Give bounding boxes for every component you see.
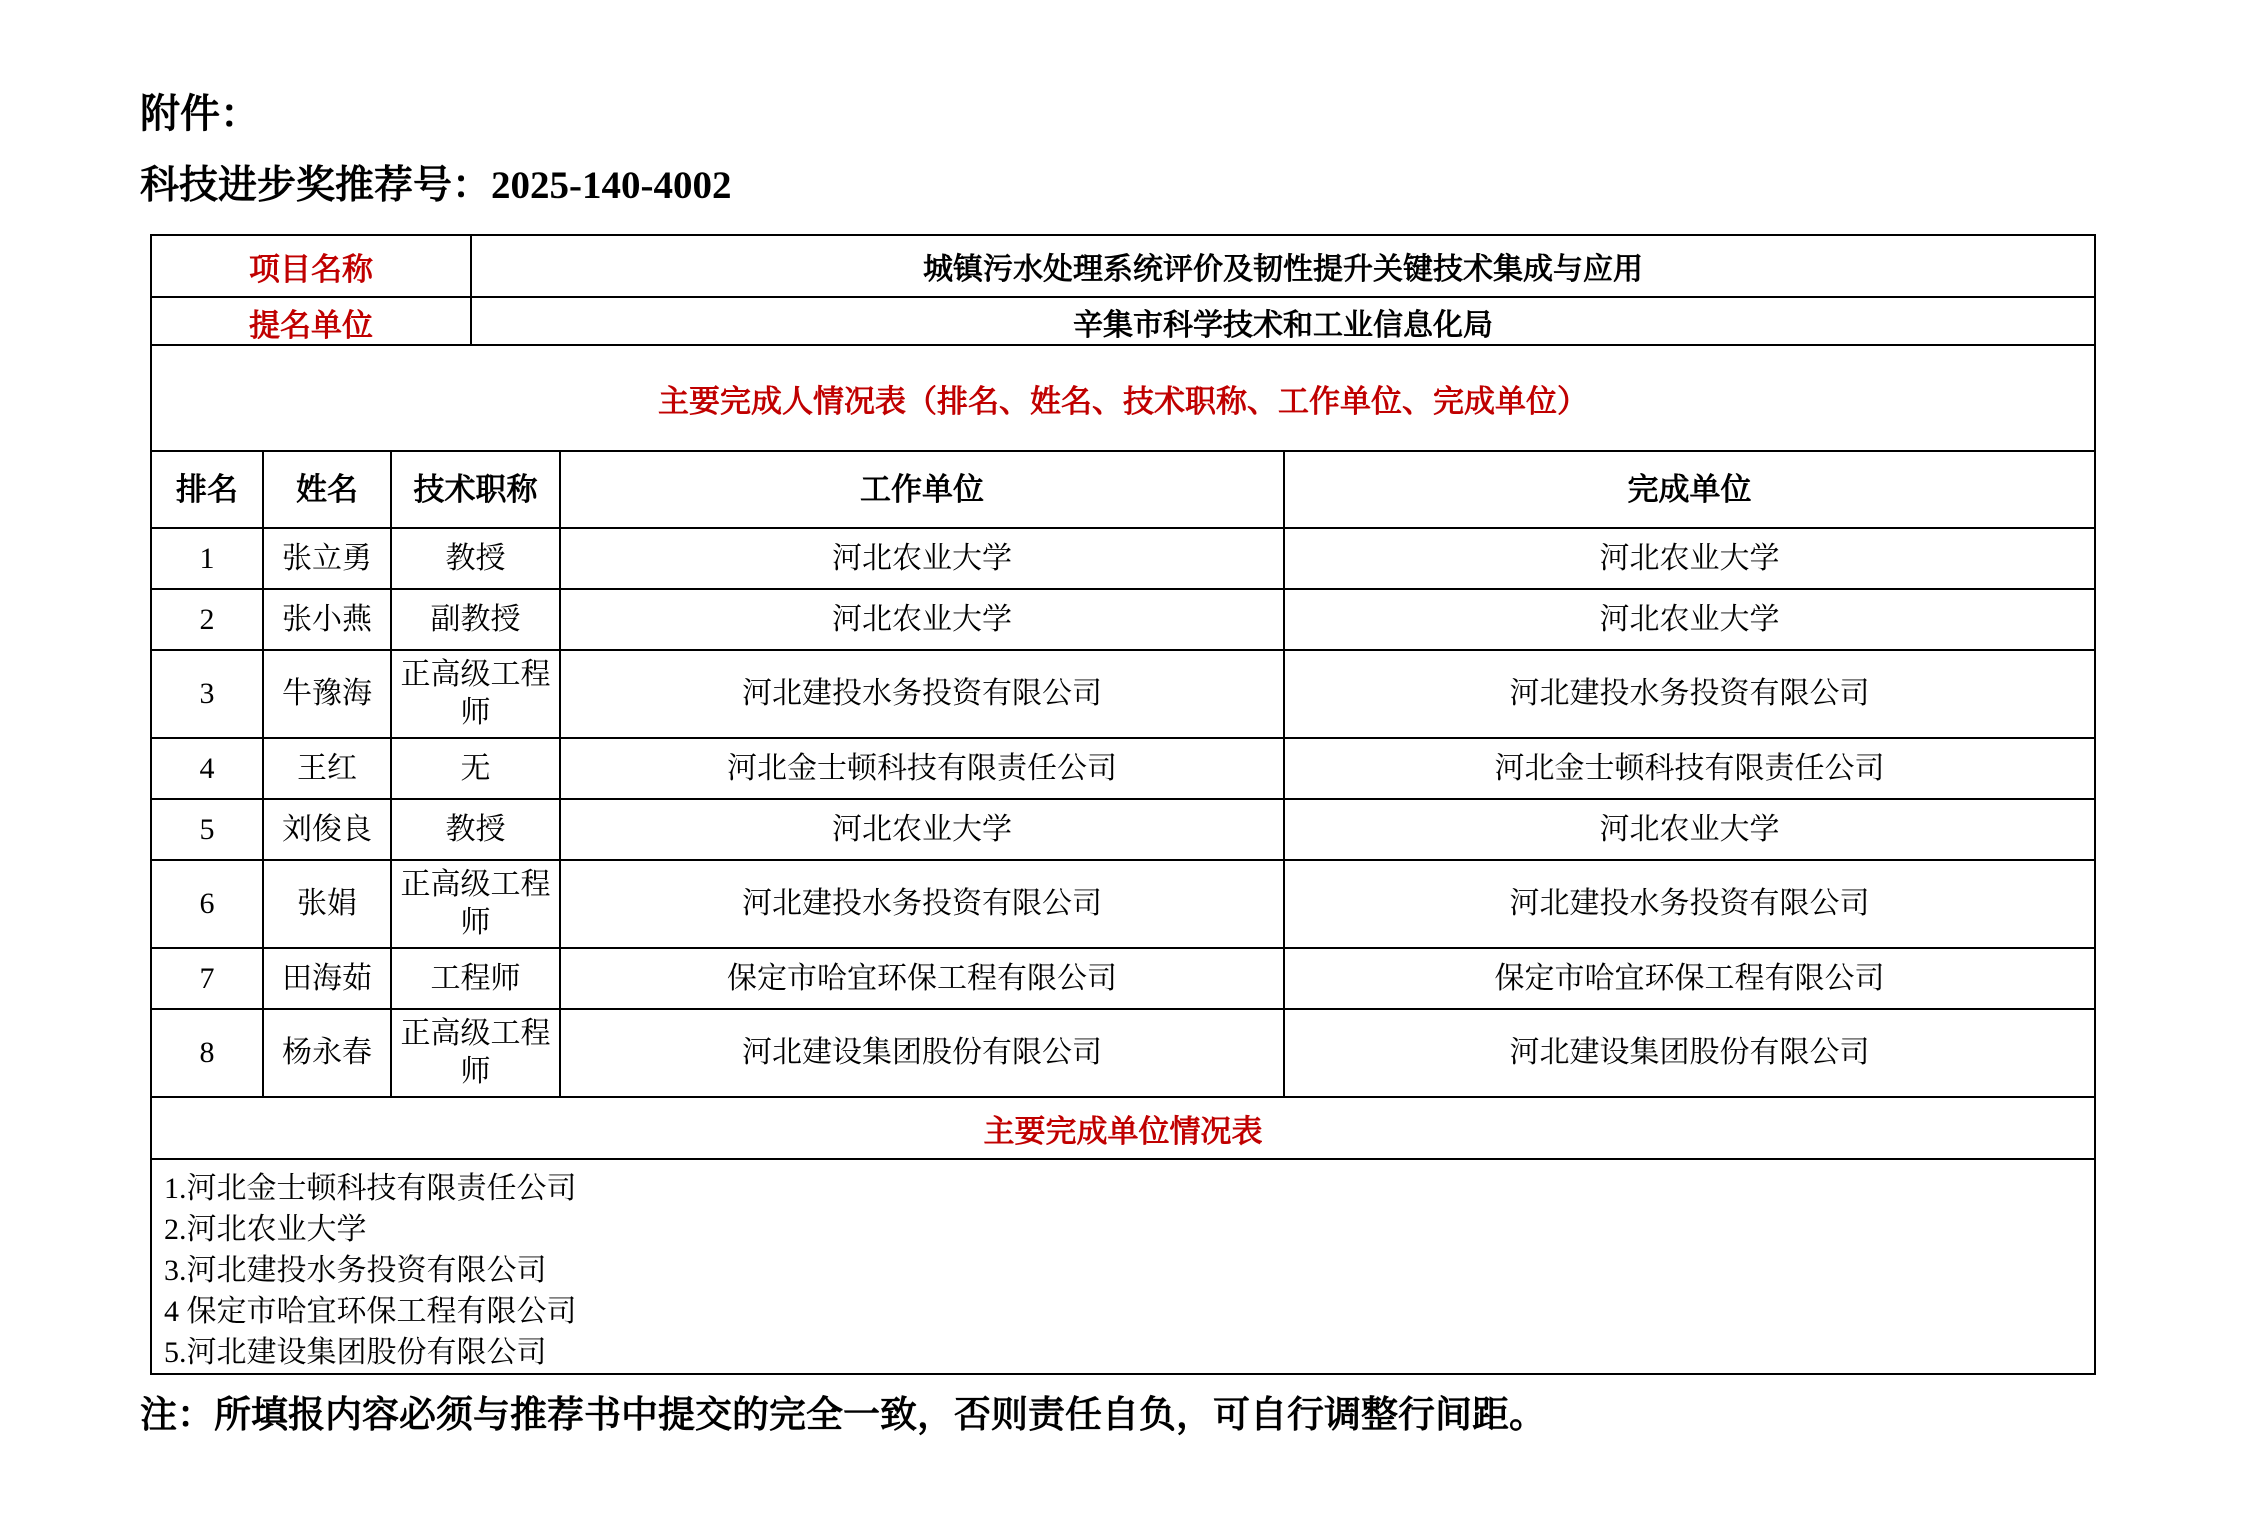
cell-technical-title: 工程师: [392, 949, 561, 1008]
cell-work-unit: 河北农业大学: [561, 800, 1285, 859]
award-number-label: 科技进步奖推荐号：: [140, 164, 492, 207]
award-number-value: 2025-140-4002: [491, 164, 732, 207]
table-row: [152, 651, 2094, 739]
cell-completion-unit: 河北农业大学: [1599, 541, 1780, 575]
cell-name: 牛豫海: [264, 651, 392, 737]
cell-work-unit: 河北建设集团股份有限公司: [561, 1010, 1285, 1096]
cell-rank: 1: [152, 529, 264, 588]
header-rank: 排名: [152, 452, 264, 527]
nominating-unit-row: [152, 298, 2094, 346]
completers-section-title: 主要完成人情况表（排名、姓名、技术职称、工作单位、完成单位）: [152, 346, 2094, 452]
table-row: [152, 949, 2094, 1010]
cell-work-unit: 河北建投水务投资有限公司: [561, 651, 1285, 737]
cell-name: 田海茹: [264, 949, 392, 1008]
cell-name: 张小燕: [264, 590, 392, 649]
table-row: [152, 590, 2094, 651]
attachment-label: 附件：: [140, 91, 260, 136]
recommendation-table: [150, 234, 2096, 1375]
cell-rank: 3: [152, 651, 264, 737]
cell-work-unit: 河北金士顿科技有限责任公司: [561, 739, 1285, 798]
cell-technical-title: 正高级工程师: [392, 861, 561, 947]
cell-completion-unit: 河北建投水务投资有限公司: [1509, 887, 1870, 920]
cell-rank: 7: [152, 949, 264, 1008]
table-row: [152, 529, 2094, 590]
cell-work-unit: 河北农业大学: [561, 590, 1285, 649]
cell-name: 杨永春: [264, 1010, 392, 1096]
units-section-title: 主要完成单位情况表: [152, 1098, 2094, 1160]
table-row: [152, 1010, 2094, 1098]
cell-name: 张娟: [264, 861, 392, 947]
table-row: [152, 861, 2094, 949]
cell-completion-unit: 河北金士顿科技有限责任公司: [1494, 751, 1885, 785]
cell-technical-title: 正高级工程师: [392, 651, 561, 737]
cell-completion-unit: 河北农业大学: [1599, 602, 1780, 636]
units-list: [152, 1160, 2094, 1373]
cell-rank: 6: [152, 861, 264, 947]
cell-name: 张立勇: [264, 529, 392, 588]
cell-rank: 5: [152, 800, 264, 859]
cell-completion-unit: 河北建设集团股份有限公司: [1509, 1036, 1870, 1069]
nominating-unit-label: 提名单位: [152, 298, 472, 346]
cell-name: 王红: [264, 739, 392, 798]
cell-rank: 4: [152, 739, 264, 798]
cell-rank: 8: [152, 1010, 264, 1096]
cell-completion-unit: 河北农业大学: [1599, 812, 1780, 846]
table-row: [152, 800, 2094, 861]
cell-completion-unit: 保定市哈宜环保工程有限公司: [1494, 961, 1885, 995]
cell-name: 刘俊良: [264, 800, 392, 859]
cell-work-unit: 保定市哈宜环保工程有限公司: [561, 949, 1285, 1008]
cell-technical-title: 正高级工程师: [392, 1010, 561, 1096]
cell-technical-title: 副教授: [392, 590, 561, 649]
award-number-line: [140, 164, 2245, 208]
project-name-row: [152, 236, 2094, 298]
project-name-label: 项目名称: [152, 236, 472, 296]
cell-technical-title: 教授: [392, 529, 561, 588]
header-name: 姓名: [264, 452, 392, 527]
completers-header-row: [152, 452, 2094, 529]
units-list-item: 5.河北建设集团股份有限公司: [164, 1336, 547, 1369]
project-name-value: 城镇污水处理系统评价及韧性提升关键技术集成与应用: [923, 253, 1643, 286]
units-list-item: 4 保定市哈宜环保工程有限公司: [164, 1295, 577, 1328]
cell-rank: 2: [152, 590, 264, 649]
cell-completion-unit: 河北建投水务投资有限公司: [1509, 677, 1870, 710]
cell-work-unit: 河北建投水务投资有限公司: [561, 861, 1285, 947]
table-row: [152, 739, 2094, 800]
cell-work-unit: 河北农业大学: [561, 529, 1285, 588]
header-technical-title: 技术职称: [392, 452, 561, 527]
footnote: 注：所填报内容必须与推荐书中提交的完全一致，否则责任自负，可自行调整行间距。: [140, 1395, 1546, 1436]
units-list-item: 2.河北农业大学: [164, 1213, 367, 1246]
header-work-unit: 工作单位: [561, 452, 1285, 527]
cell-technical-title: 教授: [392, 800, 561, 859]
units-list-item: 3.河北建投水务投资有限公司: [164, 1254, 547, 1287]
header-completion-unit: 完成单位: [1627, 471, 1752, 507]
cell-technical-title: 无: [392, 739, 561, 798]
nominating-unit-value: 辛集市科学技术和工业信息化局: [1073, 309, 1493, 342]
units-list-item: 1.河北金士顿科技有限责任公司: [164, 1172, 577, 1205]
